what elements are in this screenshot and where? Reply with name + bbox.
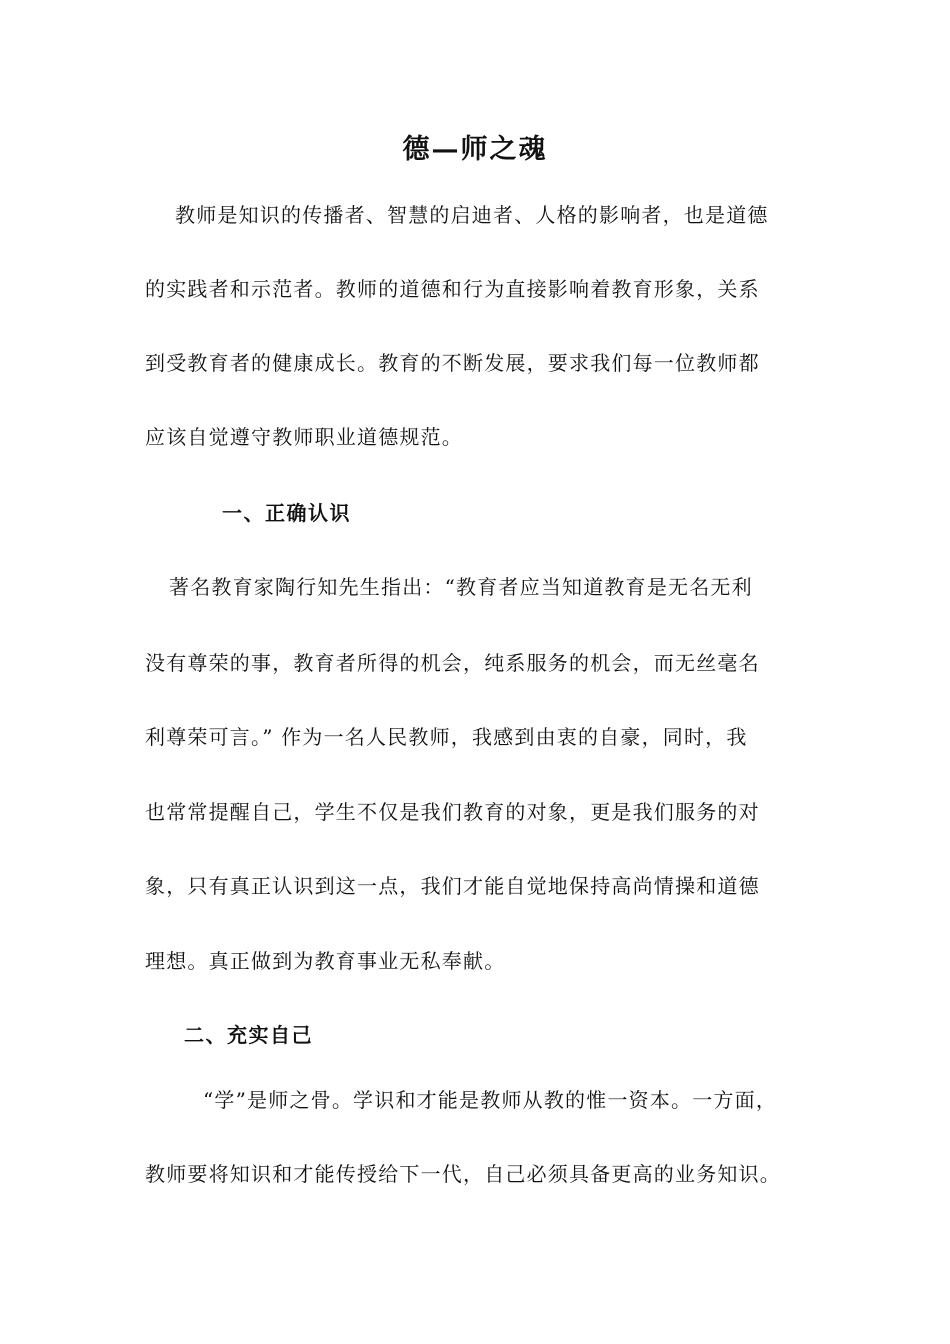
intro-line: 教师是知识的传播者、智慧的启迪者、人格的影响者，也是道德 (175, 203, 769, 227)
section2-line: 教师要将知识和才能传授给下一代，自己必须具备更高的业务知识。 (145, 1162, 781, 1186)
section1-line: 利尊荣可言。” 作为一名人民教师，我感到由衷的自豪，同时，我 (145, 725, 748, 749)
section-heading-2: 二、充实自己 (184, 1023, 313, 1047)
section1-line: 理想。真正做到为教育事业无私奉献。 (145, 949, 506, 973)
intro-line: 到受教育者的健康成长。教育的不断发展，要求我们每一位教师都 (145, 351, 760, 375)
section1-line: 没有尊荣的事，教育者所得的机会，纯系服务的机会，而无丝毫名 (145, 651, 760, 675)
section1-line: 也常常提醒自己，学生不仅是我们教育的对象，更是我们服务的对 (145, 800, 760, 824)
section-heading-1: 一、正确认识 (222, 501, 351, 525)
intro-line: 的实践者和示范者。教师的道德和行为直接影响着教育形象，关系 (145, 277, 760, 301)
document-title: 德—师之魂 (402, 134, 548, 165)
section1-line: 象，只有真正认识到这一点，我们才能自觉地保持高尚情操和道德 (145, 874, 760, 898)
section2-line: “学”是师之骨。学识和才能是教师从教的惟一资本。一方面， (203, 1088, 778, 1112)
intro-line: 应该自觉遵守教师职业道德规范。 (145, 425, 463, 449)
section1-line: 著名教育家陶行知先生指出：“教育者应当知道教育是无名无利 (169, 575, 753, 599)
